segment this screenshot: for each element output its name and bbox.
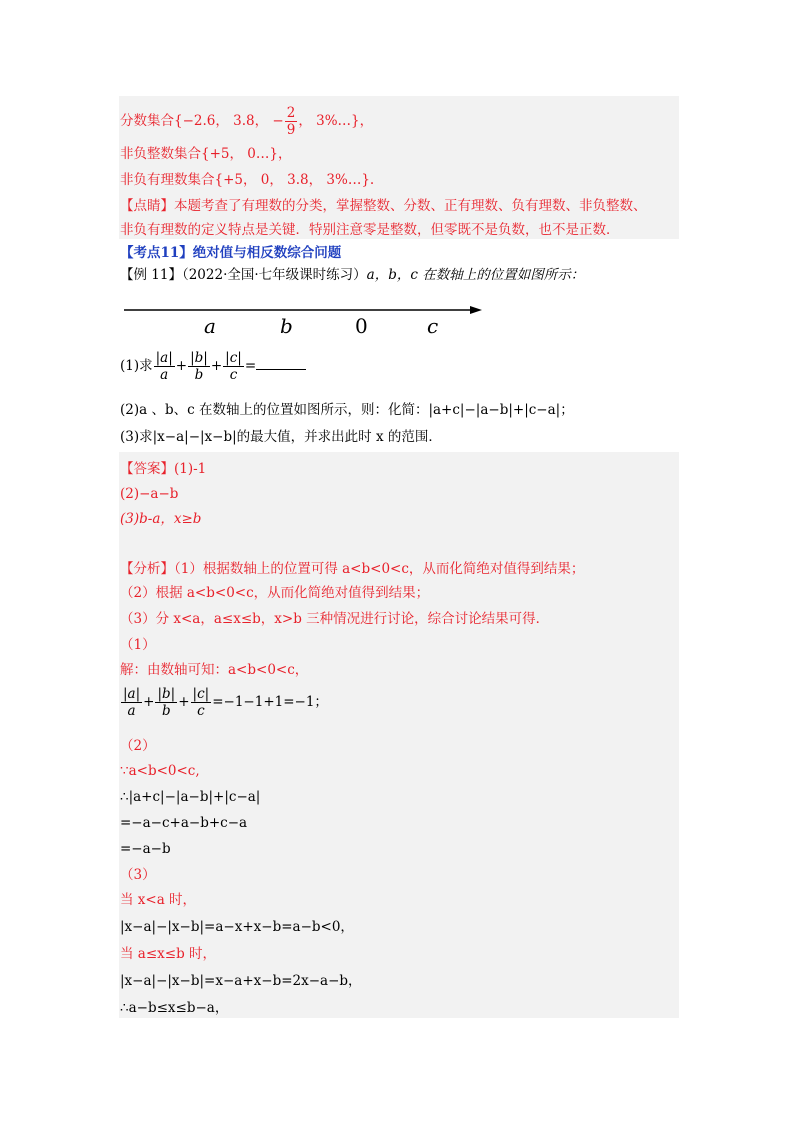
axis-label-zero: 0	[355, 314, 368, 338]
axis-label-b: b	[280, 314, 293, 338]
analysis-line-6: $\frac{|a|}{a}$ + $\frac{|b|}{b}$ + $\frac{|c|}{c}$ =−1−1+1=−1；	[123, 686, 328, 719]
fraction-set: 分数集合{−2.6， 3.8， − $\frac{2}{9}$ ， 3%…}，	[120, 105, 374, 138]
analysis-line-14: |x−a|−|x−b|=a−x+x−b=a−b<0，	[120, 919, 354, 935]
analysis-line-7: （2）	[120, 738, 156, 754]
nonneg-rat-set: 非负有理数集合{+5， 0， 3.8， 3%…}.	[120, 172, 375, 188]
answer-1: 【答案】(1)-1	[120, 461, 207, 477]
nonneg-int-set: 非负整数集合{+5， 0…}，	[120, 146, 292, 162]
answer-blank	[256, 369, 306, 370]
analysis-line-1: 【分析】（1）根据数轴上的位置可得 a<b<0<c，从而化简绝对值得到结果；	[120, 561, 585, 577]
analysis-line-9: ∴|a+c|−|a−b|+|c−a|	[120, 789, 261, 805]
analysis-line-10: =−a−c+a−b+c−a	[120, 815, 248, 831]
analysis-line-15: 当 a≤x≤b 时，	[120, 946, 217, 962]
analysis-line-11: =−a−b	[120, 841, 171, 857]
analysis-line-4: （1）	[120, 637, 156, 653]
analysis-line-8: ∵a<b<0<c,	[120, 763, 200, 779]
analysis-line-2: （2）根据 a<b<0<c，从而化简绝对值得到结果；	[120, 585, 430, 601]
analysis-line-3: （3）分 x<a，a≤x≤b，x>b 三种情况进行讨论，综合讨论结果可得．	[120, 611, 550, 627]
axis-label-a: a	[204, 314, 216, 338]
example-statement: 【例 11】（2022·全国·七年级课时练习）a，b，c 在数轴上的位置如图所示：	[120, 267, 585, 283]
fraction-numerator: 2	[286, 105, 296, 121]
comment-line-2: 非负有理数的定义特点是关键．特别注意零是整数，但零既不是负数，也不是正数．	[120, 222, 620, 238]
question-2: (2)a 、b、c 在数轴上的位置如图所示，则：化简：|a+c|−|a−b|+|c−a|；	[120, 402, 574, 418]
analysis-line-12: （3）	[120, 867, 156, 883]
analysis-line-17: ∴a−b≤x≤b−a，	[120, 1000, 229, 1016]
fraction-denominator: 9	[286, 122, 296, 138]
axis-label-c: c	[427, 314, 439, 338]
question-3: (3)求|x−a|−|x−b|的最大值，并求出此时 x 的范围．	[120, 429, 442, 445]
analysis-line-13: 当 x<a 时，	[120, 892, 197, 908]
question-1: (1)求 $\frac{|a|}{a}$ + $\frac{|b|}{b}$ + $\frac{|c|}{c}$ =	[120, 350, 306, 383]
answer-2: (2)−a−b	[120, 486, 179, 502]
answer-3: (3)b-a，x≥b	[120, 511, 202, 527]
analysis-line-16: |x−a|−|x−b|=x−a+x−b=2x−a−b，	[120, 973, 362, 989]
comment-line-1: 【点睛】本题考查了有理数的分类，掌握整数、分数、正有理数、负有理数、非负整数、	[120, 198, 647, 214]
section-title: 【考点11】绝对值与相反数综合问题	[120, 245, 342, 261]
analysis-line-5: 解：由数轴可知：a<b<0<c，	[120, 662, 309, 678]
